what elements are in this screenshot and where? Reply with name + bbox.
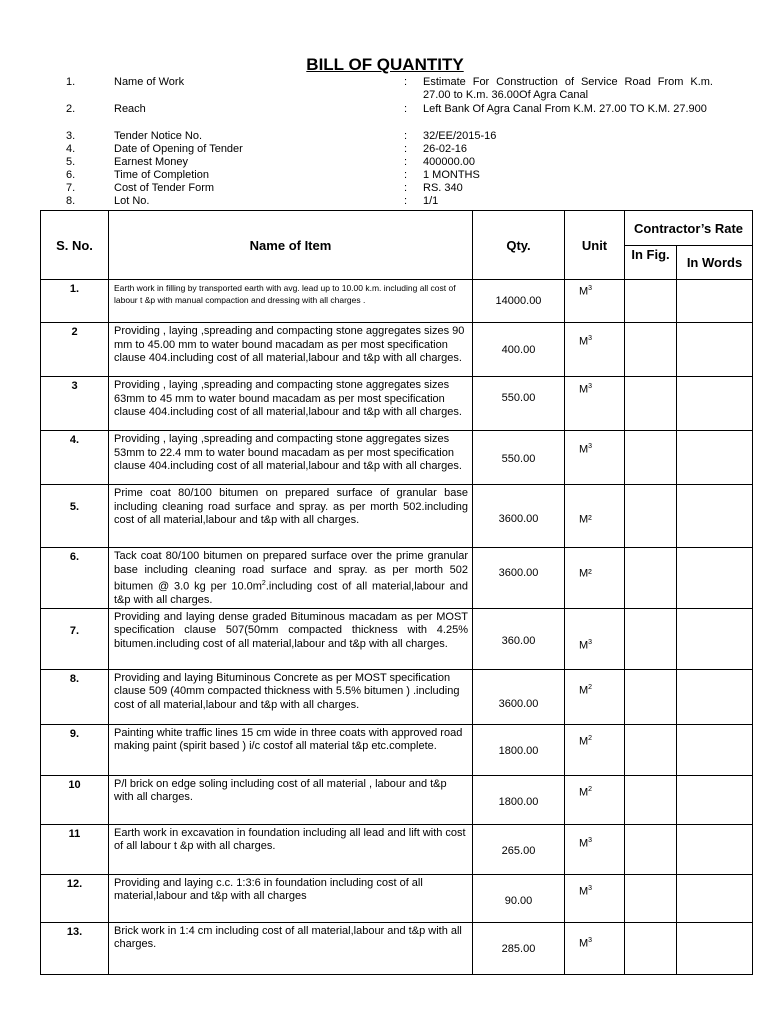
item-sno: 9. — [41, 724, 109, 775]
detail-value: Left Bank Of Agra Canal From K.M. 27.00 TO K.M. 27.900 — [423, 103, 707, 115]
unit-power: 3 — [588, 884, 593, 892]
item-qty: 14000.00 — [473, 280, 565, 323]
unit-power: 3 — [588, 335, 593, 342]
rate-in-fig-cell — [625, 874, 677, 922]
unit-base: M — [579, 837, 589, 850]
rate-in-fig-cell — [625, 485, 677, 548]
unit-base: M — [579, 335, 589, 348]
table-row — [41, 824, 753, 874]
unit-base: M — [579, 639, 589, 652]
item-unit — [565, 824, 625, 874]
item-qty: 1800.00 — [473, 775, 565, 824]
rate-in-fig-cell — [625, 669, 677, 724]
detail-colon: : — [404, 182, 408, 194]
unit-power: 3 — [588, 443, 593, 450]
item-qty: 3600.00 — [473, 485, 565, 548]
table-row — [41, 431, 753, 485]
table-row — [41, 280, 753, 323]
detail-value: 32/EE/2015-16 — [423, 130, 497, 142]
rate-in-words-cell — [677, 280, 753, 323]
item-sno: 12. — [41, 874, 109, 922]
rate-in-words-cell — [677, 431, 753, 485]
rate-in-words-cell — [677, 724, 753, 775]
detail-colon: : — [404, 103, 408, 115]
detail-number: 7. — [66, 182, 76, 194]
detail-number: 2. — [66, 103, 76, 115]
detail-label: Time of Completion — [114, 169, 209, 181]
item-description: Brick work in 1:4 cm including cost of all material,labour and t&p with all charges. — [109, 922, 473, 974]
page-title: BILL OF QUANTITY — [306, 55, 464, 74]
item-sno: 10 — [41, 775, 109, 824]
item-sno: 8. — [41, 669, 109, 724]
table-row — [41, 485, 753, 548]
detail-label: Tender Notice No. — [114, 130, 203, 142]
detail-label: Earnest Money — [114, 156, 188, 168]
unit-base: M — [579, 735, 589, 748]
rate-in-fig-cell — [625, 431, 677, 485]
rate-in-words-cell — [677, 775, 753, 824]
unit-power: 3 — [588, 638, 593, 646]
rate-in-fig-cell — [625, 608, 677, 669]
detail-label: Date of Opening of Tender — [114, 143, 243, 155]
item-qty: 265.00 — [473, 824, 565, 874]
header-name-of-item: Name of Item — [109, 211, 473, 280]
item-sno: 6. — [41, 548, 109, 609]
table-row — [41, 724, 753, 775]
header-in-fig: In Fig. — [625, 246, 677, 280]
detail-number: 4. — [66, 143, 76, 155]
table-header-row — [41, 211, 753, 246]
item-description: Providing and laying Bituminous Concrete as per MOST specification clause 509 (40mm compacted thickness with 5.5% bitumen ) .including cost of all material,labour and t&p with all charges. — [109, 669, 473, 724]
item-unit — [565, 724, 625, 775]
table-row — [41, 608, 753, 669]
item-unit — [565, 874, 625, 922]
item-sno: 7. — [41, 608, 109, 669]
detail-label: Name of Work — [114, 76, 185, 88]
item-description: P/l brick on edge soling including cost of all material , labour and t&p with all charges. — [109, 775, 473, 824]
unit-power: 2 — [588, 683, 593, 691]
header-sno: S. No. — [41, 211, 109, 280]
item-unit — [565, 922, 625, 974]
item-qty: 1800.00 — [473, 724, 565, 775]
unit-base: M — [579, 285, 589, 298]
item-sno: 4. — [41, 431, 109, 485]
detail-label: Lot No. — [114, 195, 150, 207]
item-description: Earth work in filling by transported earth with avg. lead up to 10.00 k.m. including all cost of labour t &p with manual compaction and dressing with all charges . — [109, 280, 473, 323]
table-row — [41, 323, 753, 377]
item-description: Providing and laying c.c. 1:3:6 in foundation including cost of all material,labour and t&p with all charges — [109, 874, 473, 922]
rate-in-words-cell — [677, 323, 753, 377]
tender-details — [0, 0, 770, 210]
item-sno: 13. — [41, 922, 109, 974]
detail-label: Reach — [114, 103, 146, 115]
detail-value: 26-02-16 — [423, 143, 468, 155]
detail-label: Cost of Tender Form — [114, 182, 215, 194]
item-qty: 3600.00 — [473, 548, 565, 609]
item-unit — [565, 377, 625, 431]
unit-power: 2 — [588, 734, 593, 742]
item-unit — [565, 431, 625, 485]
rate-in-fig-cell — [625, 922, 677, 974]
table-row — [41, 922, 753, 974]
unit-base: M — [579, 885, 589, 898]
item-qty: 550.00 — [473, 377, 565, 431]
item-qty: 90.00 — [473, 874, 565, 922]
item-description — [109, 548, 473, 609]
rate-in-fig-cell — [625, 323, 677, 377]
unit-base: M — [579, 684, 589, 697]
detail-number: 3. — [66, 130, 76, 142]
item-sno: 1. — [41, 280, 109, 323]
rate-in-words-cell — [677, 548, 753, 609]
item-description: Prime coat 80/100 bitumen on prepared surface of granular base including cleaning road surface and spray. as per morth 502.including cost of all material,labour and t&p with all charges. — [109, 485, 473, 548]
item-qty: 285.00 — [473, 922, 565, 974]
table-row — [41, 874, 753, 922]
unit-base: M — [579, 383, 589, 396]
rate-in-words-cell — [677, 874, 753, 922]
detail-number: 8. — [66, 195, 76, 207]
detail-number: 5. — [66, 156, 76, 168]
unit-power: 3 — [588, 936, 593, 944]
item-unit — [565, 485, 625, 548]
table-row — [41, 775, 753, 824]
item-qty: 360.00 — [473, 608, 565, 669]
rate-in-words-cell — [677, 485, 753, 548]
rate-in-words-cell — [677, 922, 753, 974]
rate-in-fig-cell — [625, 775, 677, 824]
item-unit — [565, 280, 625, 323]
unit-power: 3 — [588, 383, 593, 390]
unit-base: M² — [579, 567, 592, 580]
detail-value: 1 MONTHS — [423, 169, 480, 181]
item-unit — [565, 669, 625, 724]
detail-colon: : — [404, 76, 408, 88]
item-qty: 550.00 — [473, 431, 565, 485]
header-contractors-rate: Contractor’s Rate — [625, 211, 753, 246]
unit-base: M — [579, 937, 589, 950]
item-sno: 11 — [41, 824, 109, 874]
item-sno: 5. — [41, 485, 109, 548]
detail-colon: : — [404, 130, 408, 142]
detail-colon: : — [404, 156, 408, 168]
rate-in-words-cell — [677, 669, 753, 724]
rate-in-words-cell — [677, 608, 753, 669]
rate-in-fig-cell — [625, 377, 677, 431]
table-row — [41, 669, 753, 724]
table-row — [41, 548, 753, 609]
header-qty: Qty. — [473, 211, 565, 280]
item-description: Providing , laying ,spreading and compacting stone aggregates sizes 90 mm to 45.00 mm to water bound macadam as per most specification clause 404.including cost of all material,labour and t&p with all charges. — [109, 323, 473, 377]
detail-value: RS. 340 — [423, 182, 463, 194]
detail-colon: : — [404, 195, 408, 207]
unit-base: M — [579, 443, 589, 456]
item-unit — [565, 323, 625, 377]
description-power: 2 — [261, 580, 266, 587]
unit-base: M — [579, 786, 589, 799]
description-text: .including cost of all material,labour and t&p with all charges. — [114, 580, 468, 607]
unit-power: 3 — [588, 836, 593, 844]
detail-number: 6. — [66, 169, 76, 181]
item-unit — [565, 548, 625, 609]
item-description: Providing , laying ,spreading and compacting stone aggregates sizes 53mm to 22.4 mm to water bound macadam as per most specification clause 404.including cost of all material,labour and t&p with all charges. — [109, 431, 473, 485]
unit-base: M² — [579, 513, 592, 526]
table-row — [41, 377, 753, 431]
item-qty: 400.00 — [473, 323, 565, 377]
detail-colon: : — [404, 169, 408, 181]
item-sno: 3 — [41, 377, 109, 431]
item-description: Providing and laying dense graded Bituminous macadam as per MOST specification clause 507(50mm compacted thickness with 4.25% bitumen.including cost of all material,labour and t&p with all charges. — [109, 608, 473, 669]
rate-in-fig-cell — [625, 548, 677, 609]
rate-in-words-cell — [677, 824, 753, 874]
item-unit — [565, 775, 625, 824]
detail-colon: : — [404, 143, 408, 155]
unit-power: 2 — [588, 785, 593, 793]
rate-in-fig-cell — [625, 280, 677, 323]
description-text: Tack coat 80/100 bitumen on prepared surface over the prime granular base including cleaning road surface and spray. as per morth 502 bitumen @ 3.0 kg per 10.0m — [114, 550, 468, 593]
item-description: Earth work in excavation in foundation including all lead and lift with cost of all labour t &p with all charges. — [109, 824, 473, 874]
detail-value: 1/1 — [423, 195, 439, 207]
item-description: Painting white traffic lines 15 cm wide in three coats with approved road making paint (spirit based ) i/c costof all material t&p etc.complete. — [109, 724, 473, 775]
item-qty: 3600.00 — [473, 669, 565, 724]
item-unit — [565, 608, 625, 669]
item-description: Providing , laying ,spreading and compacting stone aggregates sizes 63mm to 45 mm to water bound macadam as per most specification clause 404.including cost of all material,labour and t&p with all charges. — [109, 377, 473, 431]
header-unit: Unit — [565, 211, 625, 280]
header-in-words: In Words — [677, 246, 753, 280]
item-sno: 2 — [41, 323, 109, 377]
rate-in-fig-cell — [625, 724, 677, 775]
detail-value: Estimate For Construction of Service Road From K.m. 27.00 to K.m. 36.00Of Agra Canal — [423, 76, 713, 101]
rate-in-words-cell — [677, 377, 753, 431]
detail-value: 400000.00 — [423, 156, 475, 168]
boq-table — [40, 210, 753, 975]
rate-in-fig-cell — [625, 824, 677, 874]
unit-power: 3 — [588, 285, 593, 292]
detail-number: 1. — [66, 76, 76, 88]
